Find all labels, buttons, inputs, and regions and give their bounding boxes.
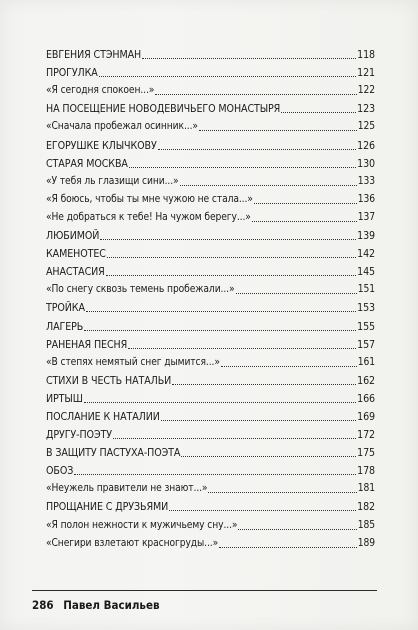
toc-entry-title: КАМЕНОТЕС	[46, 248, 106, 261]
toc-entry-page: 142	[357, 248, 375, 261]
dot-leader	[238, 528, 356, 530]
toc-entry-title: В ЗАЩИТУ ПАСТУХА-ПОЭТА	[46, 447, 181, 460]
toc-entry-page: 130	[357, 157, 375, 170]
toc-entry	[46, 369, 375, 387]
dot-leader	[161, 419, 356, 421]
toc-entry	[46, 61, 375, 79]
dot-leader	[155, 93, 357, 95]
toc-entry	[46, 97, 375, 115]
toc-entry-title: ДРУГУ-ПОЭТУ	[46, 429, 112, 442]
toc-entry-title: НА ПОСЕЩЕНИЕ НОВОДЕВИЧЬЕГО МОНАСТЫРЯ	[46, 103, 281, 116]
toc-entry	[46, 532, 375, 550]
toc-entry-page: 181	[357, 483, 375, 495]
toc-entry-title: «У тебя ль глазищи сини...»	[46, 175, 179, 187]
toc-entry-title: ТРОЙКА	[46, 302, 85, 315]
dot-leader	[208, 491, 356, 493]
toc-entry-page: 155	[357, 320, 375, 333]
toc-entry-title: «Не добраться к тебе! На чужом берегу...»	[46, 211, 251, 223]
toc-entry	[46, 495, 375, 513]
toc-entry-page: 121	[357, 67, 375, 80]
toc-entry-title: «По снегу сквозь темень пробежали...»	[46, 284, 235, 296]
dot-leader	[142, 57, 356, 59]
dot-leader	[128, 347, 356, 349]
toc-entry-title: «Я сегодня спокоен...»	[46, 85, 155, 97]
table-of-contents	[46, 43, 375, 550]
toc-entry	[46, 260, 375, 278]
dot-leader	[219, 546, 357, 548]
toc-entry-title: СТИХИ В ЧЕСТЬ НАТАЛЬИ	[46, 374, 172, 387]
toc-entry-title: ПРОЩАНИЕ С ДРУЗЬЯМИ	[46, 501, 169, 514]
toc-entry	[46, 387, 375, 405]
dot-leader	[84, 401, 356, 403]
dot-leader	[281, 111, 356, 113]
toc-entry	[46, 170, 375, 188]
footer-text	[32, 598, 160, 612]
toc-entry-title: «В степях немятый снег дымится...»	[46, 356, 220, 368]
toc-entry	[46, 278, 375, 296]
dot-leader	[86, 310, 356, 312]
toc-entry-title: «Я полон нежности к мужичьему сну...»	[46, 519, 238, 531]
dot-leader	[252, 220, 357, 222]
toc-entry-title: РАНЕНАЯ ПЕСНЯ	[46, 338, 128, 351]
toc-entry-page: 175	[357, 447, 375, 460]
toc-entry-title: ПОСЛАНИЕ К НАТАЛИИ	[46, 410, 160, 423]
toc-entry	[46, 242, 375, 260]
toc-entry-title: ЕГОРУШКЕ КЛЫЧКОВУ	[46, 139, 157, 152]
toc-entry	[46, 152, 375, 170]
toc-entry-page: 153	[357, 302, 375, 315]
toc-entry	[46, 423, 375, 441]
dot-leader	[199, 129, 357, 131]
dot-leader	[221, 365, 357, 367]
toc-entry-page: 172	[357, 429, 375, 442]
toc-entry-page: 182	[357, 501, 375, 514]
toc-entry-page: 123	[357, 103, 375, 116]
dot-leader	[100, 238, 356, 240]
dot-leader	[172, 383, 356, 385]
toc-entry-title: ИРТЫШ	[46, 392, 83, 405]
dot-leader	[106, 274, 356, 276]
toc-entry	[46, 459, 375, 477]
toc-entry	[46, 188, 375, 206]
toc-entry	[46, 296, 375, 314]
toc-entry	[46, 115, 375, 133]
toc-entry-page: 133	[357, 175, 375, 187]
toc-entry-page: 139	[357, 230, 375, 243]
toc-entry-title: ОБОЗ	[46, 465, 74, 478]
toc-entry-page: 151	[357, 284, 375, 296]
dot-leader	[74, 473, 356, 475]
toc-entry-page: 157	[357, 338, 375, 351]
toc-entry-page: 126	[357, 139, 375, 152]
toc-entry-page: 189	[357, 537, 375, 549]
dot-leader	[129, 166, 356, 168]
footer-page-number: 286	[32, 598, 54, 612]
toc-entry-page: 118	[357, 49, 375, 62]
toc-entry-page: 178	[357, 465, 375, 478]
toc-entry	[46, 441, 375, 459]
toc-entry-title: «Я боюсь, чтобы ты мне чужою не стала...»	[46, 193, 253, 205]
toc-entry-title: ЛЮБИМОЙ	[46, 230, 100, 243]
toc-entry-page: 166	[357, 392, 375, 405]
toc-entry	[46, 79, 375, 97]
toc-entry	[46, 351, 375, 369]
toc-entry-title: «Снегири взлетают красногруды...»	[46, 537, 219, 549]
toc-entry	[46, 405, 375, 423]
toc-entry-title: ПРОГУЛКА	[46, 67, 98, 80]
toc-entry	[46, 314, 375, 332]
toc-entry-page: 125	[357, 121, 375, 133]
toc-entry-title: АНАСТАСИЯ	[46, 266, 105, 279]
toc-entry-title: СТАРАЯ МОСКВА	[46, 157, 128, 170]
dot-leader	[236, 292, 357, 294]
footer-author: Павел Васильев	[63, 598, 160, 612]
toc-entry-page: 145	[357, 266, 375, 279]
dot-leader	[169, 509, 356, 511]
toc-entry	[46, 133, 375, 151]
dot-leader	[180, 184, 357, 186]
toc-entry-title: «Неужель правители не знают...»	[46, 483, 208, 495]
dot-leader	[107, 256, 356, 258]
dot-leader	[84, 329, 356, 331]
toc-entry	[46, 43, 375, 61]
dot-leader	[254, 202, 357, 204]
toc-entry-page: 169	[357, 410, 375, 423]
dot-leader	[99, 75, 356, 77]
toc-entry-title: «Сначала пробежал осинник...»	[46, 121, 198, 133]
dot-leader	[181, 455, 356, 457]
dot-leader	[158, 148, 356, 150]
toc-entry-page: 161	[357, 356, 375, 368]
toc-entry	[46, 513, 375, 531]
footer-rule	[32, 590, 377, 591]
toc-entry	[46, 477, 375, 495]
toc-entry-page: 122	[357, 85, 375, 97]
toc-entry-page: 162	[357, 374, 375, 387]
toc-entry	[46, 224, 375, 242]
toc-entry	[46, 206, 375, 224]
toc-entry-title: ЕВГЕНИЯ СТЭНМАН	[46, 49, 142, 62]
toc-entry-page: 137	[357, 211, 375, 223]
toc-entry-title: ЛАГЕРЬ	[46, 320, 84, 333]
toc-entry-page: 136	[357, 193, 375, 205]
toc-entry-page: 185	[357, 519, 375, 531]
dot-leader	[113, 437, 356, 439]
toc-entry	[46, 333, 375, 351]
